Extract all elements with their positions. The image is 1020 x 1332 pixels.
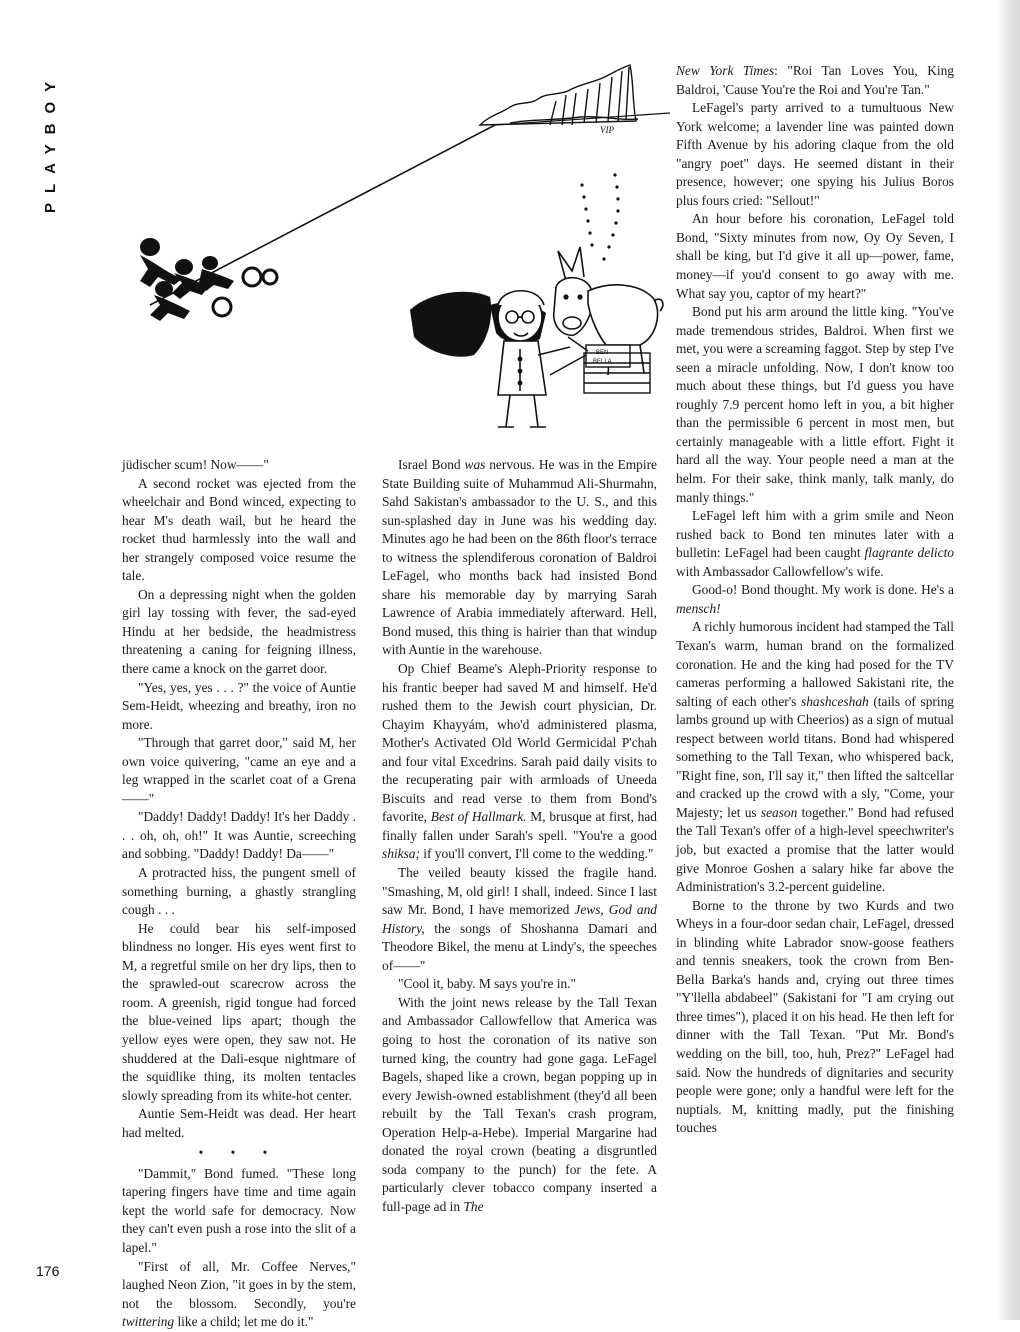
paragraph	[382, 660, 657, 864]
italic-text: twittering	[122, 1314, 175, 1330]
paragraph	[122, 1258, 356, 1332]
text-run: LeFagel's party arrived to a tumultuous New York welcome; a lavender line was painted down Fifth Avenue by his adoring claque from the old "angry poet" days. He seemed distant in their presence, however; one spying his Julius Boros plus fours cried: "Sellout!"	[676, 100, 954, 208]
text-run: "Cool it, baby. M says you're in."	[398, 976, 576, 992]
text-run: A second rocket was ejected from the wheelchair and Bond winced, expecting to hear M's death wail, but he heard the rocket thud harmlessly into the wall and her strangely composed voice resume the tale.	[122, 475, 356, 584]
text-run: if you'll convert, I'll come to the wedding."	[419, 846, 654, 862]
italic-text: Jews, God and History,	[382, 902, 657, 936]
text-run: with Ambassador Callowfellow's wife.	[676, 563, 884, 579]
paragraph	[676, 210, 954, 303]
paragraph	[122, 679, 356, 735]
text-run: He could bear his self-imposed blindness no longer. His eyes went first to M, a regretful smile on her dry lips, then to the sprawled-out scarecrow across the room. A greenish, rigid tongue had forced the blue-veined lips apart; though the yellow eyes were open, they saw not. He shuddered at the Dali-esque nightmare of the squidlike thing, its molten tentacles slowly spreading from its white-hot center.	[122, 920, 356, 1103]
text-run: An hour before his coronation, LeFagel told Bond, "Sixty minutes from now, Oy Oy Seven, I shall be king, but I'd give it all up—power, fame, money—if you'd consent to go away with me. What say you, captor of my heart?"	[676, 211, 954, 301]
paragraph	[122, 920, 356, 1105]
text-run: like a child; let me do it."	[174, 1314, 314, 1330]
text-run: Bond put his arm around the little king. "You've made tremendous strides, Baldroi. When first we met, you were a screaming faggot. Step by step I've seen a miracle unfolding. Now, I don't know too much about these things, but I'd guess you have roughly 7.9 percent homo left in you, a bit higher than the permissible 6 percent in most men, but certainly manageable with a little effort. Fight it hard all the way. Your people need a man at the helm. For their sake, think manly, talk manly, do manly things."	[676, 304, 954, 505]
text-run: Good-o! Bond thought. My work is done. He's a	[692, 582, 954, 598]
magazine-masthead: PLAYBOY	[42, 71, 59, 213]
text-run: LeFagel left him with a grim smile and Neon rushed back to Bond ten minutes later with a bulletin: LeFagel had been caught	[676, 508, 954, 561]
text-column-middle	[382, 456, 657, 1216]
paragraph	[676, 897, 954, 1138]
page-number: 176	[36, 1263, 60, 1279]
paragraph	[676, 99, 954, 210]
text-column-right	[676, 62, 954, 1138]
italic-text: The	[463, 1198, 484, 1214]
paragraph	[382, 975, 657, 994]
italic-text: season	[760, 804, 798, 820]
text-run: With the joint news release by the Tall Texan and Ambassador Callowfellow that America was going to host the coronation of its native son turned king, the country had gone gaga. LeFagel Bagels, shaped like a crown, began popping up in every Jewish-owned establishment (they'd all been rebuilt by the Tall Texan's crash program, Operation Help-a-Hebe). Imperial Margarine had donated the royal crown (beating a disgruntled soda company to the punch) for the fete. A particularly clever tobacco company inserted a full-page ad in	[382, 994, 657, 1214]
paragraph	[122, 586, 356, 679]
paragraph	[122, 808, 356, 864]
scan-edge-shadow	[998, 0, 1020, 1320]
running-figures-silhouette	[140, 238, 277, 321]
italic-text: flagrante delicto	[864, 545, 954, 561]
text-run: A richly humorous incident had stamped the Tall Texan's warm, human brand on the formalized coronation. He and the king had posed for the TV cameras performing a hallowed Sakistani rite, the salting of each other's	[676, 619, 954, 709]
text-run: "Daddy! Daddy! Daddy! It's her Daddy . . . oh, oh, oh!" It was Auntie, screeching and sobbing. "Daddy! Daddy! Da——"	[122, 809, 356, 862]
paragraph	[676, 581, 954, 618]
cliff-landscape	[480, 65, 638, 125]
paragraph	[122, 1165, 356, 1258]
paragraph	[676, 62, 954, 99]
text-run: Israel Bond	[398, 457, 465, 472]
paragraph	[122, 475, 356, 586]
paragraph	[122, 864, 356, 920]
italic-text: mensch!	[676, 600, 721, 616]
artist-signature: VIP	[600, 125, 614, 135]
text-run: Auntie Sem-Heidt was dead. Her heart had melted.	[122, 1106, 356, 1140]
text-run: nervous. He was in the Empire State Building suite of Muhammud Ali-Shurmahn, Sahd Sakistan's ambassador to the U. S., and this sun-splashed day in June was his wedding day. Minutes ago he had been on the 86th floor's terrace to witness the splendiferous coronation of Baldroi LeFagel, who months back had insisted Bond share his memorable day by marrying Sarah Lawrence of Arabia immediately afterward. Hell, Bond mused, this thing is hairier than that windup with Auntie in the warehouse.	[382, 457, 657, 658]
paragraph	[122, 456, 356, 475]
paragraph	[122, 1105, 356, 1142]
text-run: The veiled beauty kissed the fragile hand. "Smashing, M, old girl! I shall, indeed. Since I last saw Mr. Bond, I have memorized	[382, 865, 657, 918]
text-run: together." Bond had refused the Tall Texan's offer of a high-level speechwriter's job, but exacted a promise that the latter would give Monroe Goshen a salary hike far above the Administration's 3.2-percent guideline.	[676, 804, 954, 895]
sign-text-bottom: BELLA	[593, 359, 612, 365]
text-run: "Through that garret door," said M, her own voice quivering, "came an eye and a leg wrapped in the scarlet coat of a Grena——"	[122, 735, 356, 806]
section-break: • • •	[198, 1145, 280, 1161]
paragraph	[382, 456, 657, 660]
text-run: "First of all, Mr. Coffee Nerves," laughed Neon Zion, "it goes in by the stem, not the blossom. Secondly, you're	[122, 1258, 356, 1311]
paragraph	[676, 507, 954, 581]
text-run: jüdischer scum! Now——"	[122, 457, 269, 472]
paragraph	[122, 734, 356, 808]
text-run: M, brusque at first, had finally fallen under Sarah's spell. "You're a good	[382, 809, 657, 843]
text-run: "Yes, yes, yes . . . ?" the voice of Auntie Sem-Heidt, wheezing and breathy, iron no more.	[122, 679, 356, 732]
paragraph	[382, 994, 657, 1217]
cartoon-illustration	[110, 55, 680, 455]
text-run: On a depressing night when the golden girl lay tossing with fever, the sad-eyed Hindu at her bedside, the headmistress threatening a caning for feigning illness, there came a knock on the garret door.	[122, 586, 356, 677]
italic-text: shiksa;	[382, 846, 420, 862]
text-run: (tails of spring lambs ground up with Cheerios) as a sign of mutual respect between world titans. Bond had whispered something to the Tall Texan, who whispered back, "Right fine, son, I'll say it," then lifted the saltcellar and cracked up the crowd with a sly, "Come, your Majesty; let us	[676, 693, 954, 820]
text-column-left	[122, 456, 356, 1332]
paragraph	[676, 303, 954, 507]
text-run: Op Chief Beame's Aleph-Priority response to his frantic beeper had saved M and himself. He'd rushed them to the Jewish court physician, Dr. Chayim Khayyám, who'd administered plasma, Mother's Activated Old World Germicidal P'chah and four vital Excedrins. Sarah paid daily visits to the recuperating pair with armloads of Uneeda Biscuits and read verse to them from Bond's favorite,	[382, 661, 657, 825]
text-run: "Dammit," Bond fumed. "These long tapering fingers have time and time again kept the world safe for democracy. Now they can't even push a rose into the slit of a lapel."	[122, 1165, 356, 1255]
sign-text-top: BEN	[596, 350, 609, 356]
text-run: : "Roi Tan Loves You, King Baldroi, 'Cause You're the Roi and You're Tan."	[676, 63, 954, 97]
text-run: the songs of Shoshanna Damari and Theodore Bikel, the menu at Lindy's, the speeches of——"	[382, 920, 657, 973]
text-run: Borne to the throne by two Kurds and two Wheys in a four-door sedan chair, LeFagel, dressed in blinding white Labrador snow-goose feathers and tennis sneakers, took the crown from Ben-Bella Barka's hands and, crying out three times "Y'llella abdabeel" (Sakistani for "I am crying out three times"), placed it on his head. He then left for dinner with the Tall Texan. "Put Mr. Bond's wedding on the bill, too, huh, Prez?" LeFagel had said. Now the hundreds of dignitaries and security people were gone; only a handful were left for the nuptials. M, knitting madly, put the finishing touches	[676, 897, 954, 1136]
paragraph	[382, 864, 657, 975]
dotted-trail	[580, 173, 619, 260]
text-run: A protracted hiss, the pungent smell of something burning, a ghastly strangling cough . . .	[122, 865, 356, 918]
italic-text: Best of Hallmark.	[430, 809, 527, 825]
italic-text: New York Times	[676, 63, 775, 78]
paragraph	[676, 618, 954, 896]
italic-text: was	[464, 457, 486, 472]
italic-text: shashceshah	[801, 693, 869, 709]
